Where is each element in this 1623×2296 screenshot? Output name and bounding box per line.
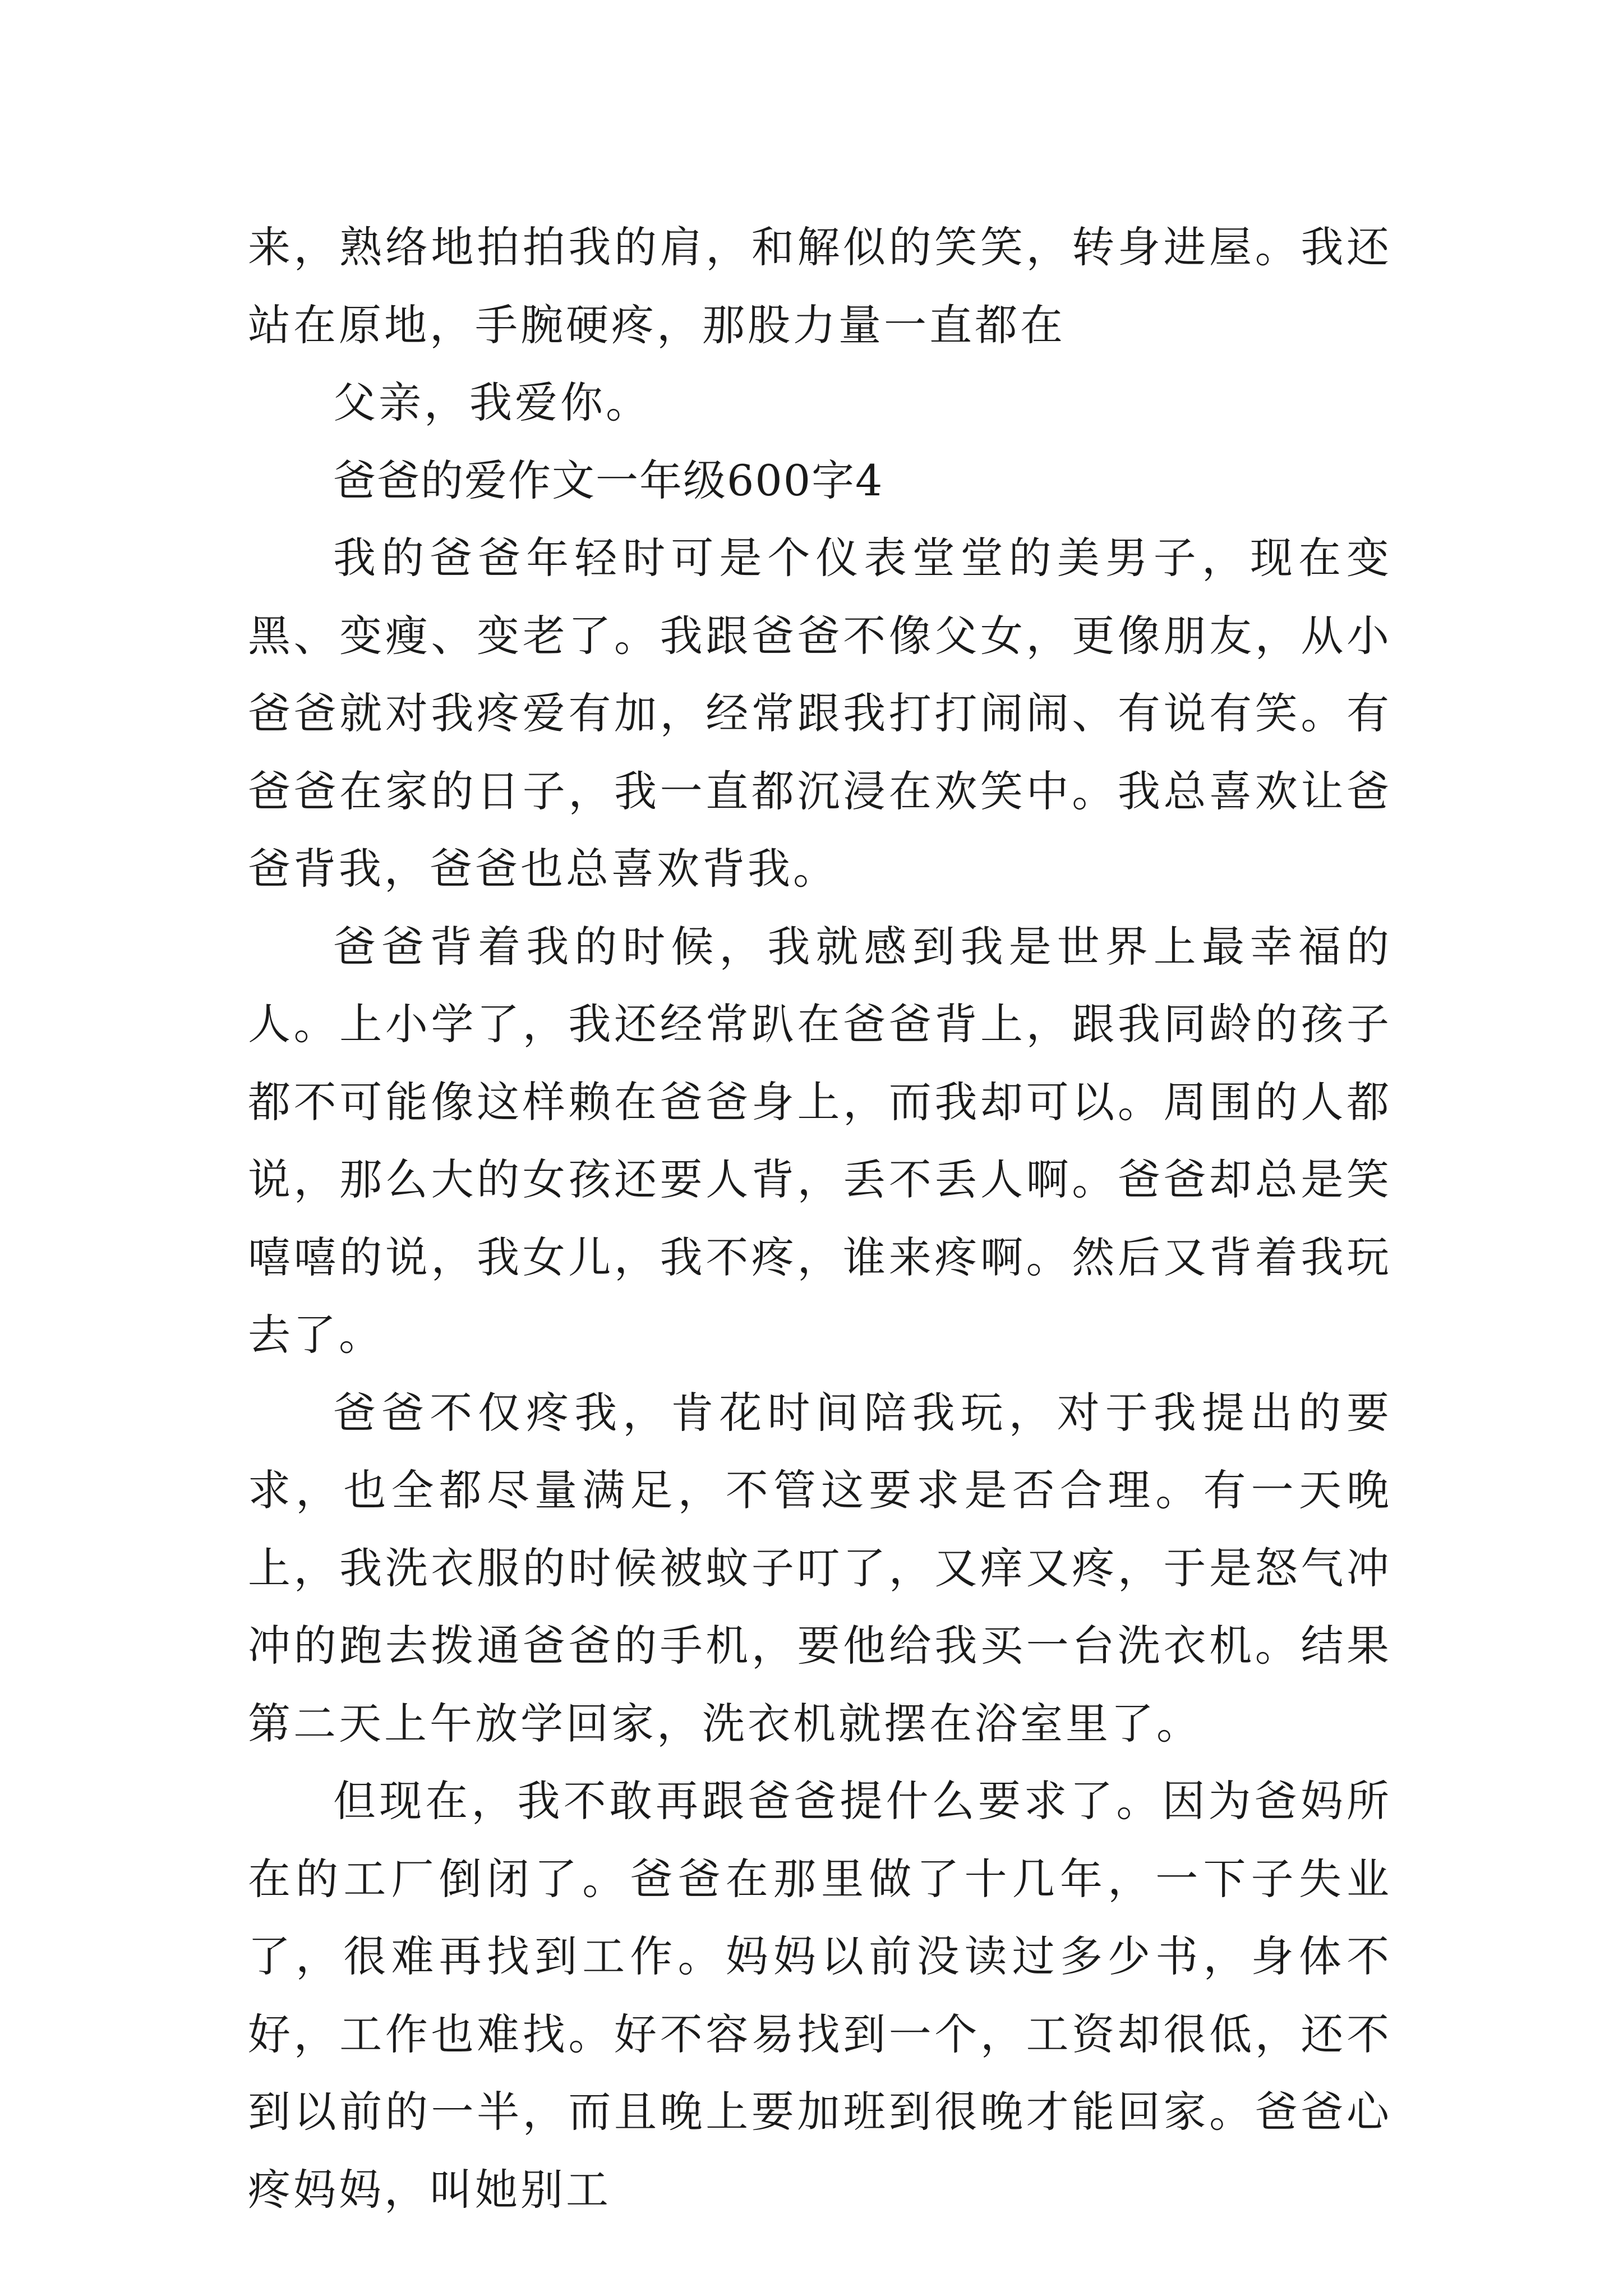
paragraph-closing-line: 父亲，我爱你。 (333, 378, 651, 427)
paragraph-continuation: 来，熟络地拍拍我的肩，和解似的笑笑，转身进屋。我还站在原地，手腕硬疼，那股力量一直都在 (248, 222, 1392, 350)
paragraph-4: 但现在，我不敢再跟爸爸提什么要求了。因为爸妈所在的工厂倒闭了。爸爸在那里做了十几年，一下子失业了，很难再找到工作。妈妈以前没读过多少书，身体不好，工作也难找。好不容易找到一个，工资却很低，还不到以前的一半，而且晚上要加班到很晚才能回家。爸爸心疼妈妈，叫她别工 (248, 1776, 1392, 2215)
paragraph-2: 爸爸背着我的时候，我就感到我是世界上最幸福的人。上小学了，我还经常趴在爸爸背上，跟我同龄的孩子都不可能像这样赖在爸爸身上，而我却可以。周围的人都说，那么大的女孩还要人背，丢不丢人啊。爸爸却总是笑嘻嘻的说，我女儿，我不疼，谁来疼啊。然后又背着我玩去了。 (248, 921, 1392, 1360)
paragraph-1: 我的爸爸年轻时可是个仪表堂堂的美男子，现在变黑、变瘦、变老了。我跟爸爸不像父女，更像朋友，从小爸爸就对我疼爱有加，经常跟我打打闹闹、有说有笑。有爸爸在家的日子，我一直都沉浸在欢笑中。我总喜欢让爸爸背我，爸爸也总喜欢背我。 (248, 533, 1392, 894)
text-body (248, 209, 1392, 2229)
paragraph-3: 爸爸不仅疼我，肯花时间陪我玩，对于我提出的要求，也全都尽量满足，不管这要求是否合理。有一天晚上，我洗衣服的时候被蚊子叮了，又痒又疼，于是怒气冲冲的跑去拨通爸爸的手机，要他给我买一台洗衣机。结果第二天上午放学回家，洗衣机就摆在浴室里了。 (248, 1387, 1392, 1749)
essay-title: 爸爸的爱作文一年级600字4 (333, 455, 884, 505)
